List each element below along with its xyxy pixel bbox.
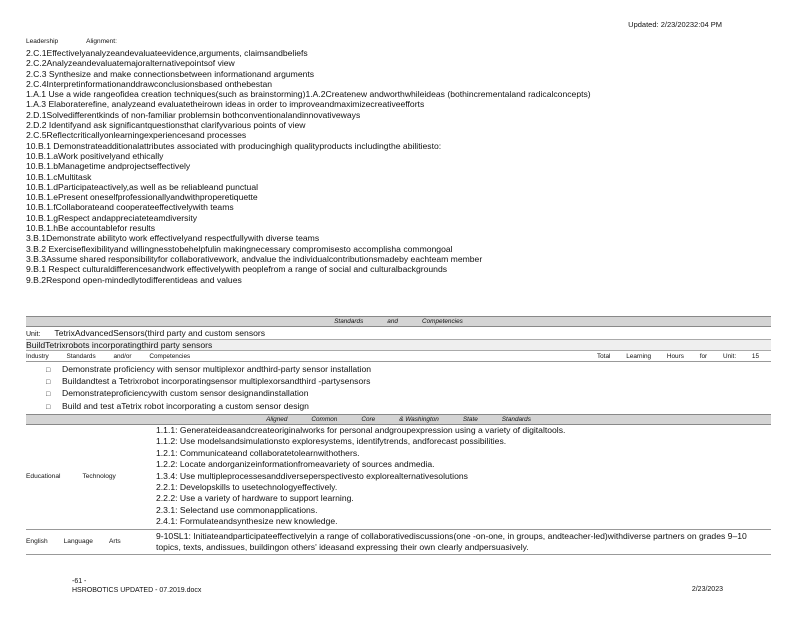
bar-standards: Standards <box>334 318 364 325</box>
page-number: -61 - <box>72 578 87 585</box>
alignment-item: 2.C.3 Synthesize and make connectionsbetween informationand arguments <box>26 68 315 79</box>
ela-standard-text: 9-10SL1: Initiateandparticipateeffectivelyin a range of collaborativediscussions(one -on-one, in groups, andteacher-led)withdiverse partners on grades 9–10 topics, texts, andissues, buildingon others' ideasand expressing their own clearly andpersuasively. <box>156 531 747 552</box>
unit-label: Unit: <box>26 331 41 338</box>
footer-date: 2/23/2023 <box>691 586 723 593</box>
alignment-item: 1.A.1 Use a wide rangeofidea creation techniques(such as brainstorming)1.A.2Createnew andworthwhileideas (bothincrementaland radicalconcepts) <box>26 89 591 100</box>
bullet-icon: □ <box>46 403 51 411</box>
english-language-arts-row <box>26 530 771 555</box>
bar-and: and <box>387 318 398 325</box>
competency-list <box>46 364 371 413</box>
competency-item <box>46 376 371 388</box>
alignment-item: 10.B.1.aWork positivelyand ethically <box>26 150 164 161</box>
bar-state: State <box>462 416 478 423</box>
edtech-item: 2.2.2: Use a variety of hardware to support learning. <box>156 493 354 504</box>
leadership-alignment-list <box>26 48 591 285</box>
bullet-icon: □ <box>46 379 51 387</box>
competencies-label: Competencies <box>149 353 191 360</box>
footer-left <box>72 577 201 595</box>
alignment-item: 1.A.3 Elaboraterefine, analyzeand evaluatetheirown ideas in order to improveandmaximizecreativeefforts <box>26 99 425 110</box>
bar-competencies: Competencies <box>421 318 463 325</box>
edtech-item: 1.1.1: Generateideasandcreateoriginalworks for personal andgroupexpression using a variety of digitaltools. <box>156 425 566 435</box>
competency-item-text: Demonstrateproficiencywith custom sensor designandinstallation <box>62 388 309 399</box>
unit-hours-label: Unit: <box>722 353 737 360</box>
hours-label: Hours <box>666 353 684 360</box>
alignment-item: 9.B.1 Respect culturaldifferencesandwork effectivelywith peoplefrom a range of social and culturalbackgrounds <box>26 264 448 275</box>
edtech-label-1: Educational <box>26 473 61 480</box>
alignment-item: 2.C.1Effectivelyanalyzeandevaluateevidence,arguments, claimsandbeliefs <box>26 48 308 58</box>
alignment-item: 10.B.1.ePresent oneselfprofessionallyandwithproperetiquette <box>26 192 258 203</box>
standards-competencies-bar <box>26 316 771 327</box>
updated-timestamp: Updated: 2/23/20232:04 PM <box>628 20 722 29</box>
competency-item-text: Demonstrate proficiency with sensor multiplexor andthird-party sensor installation <box>62 364 372 374</box>
alignment-item: 10.B.1.fCollaborateand cooperateeffectivelywith teams <box>26 202 234 213</box>
edtech-label-2: Technology <box>82 473 116 480</box>
standards-label: Standards <box>66 353 96 360</box>
alignment-item: 2.C.2Analyzeandevaluatemajoralternativepointsof view <box>26 58 235 69</box>
alignment-item: 3.B.2 Exerciseflexibilityand willingnesstobehelpfulin makingnecessary compromisesto accomplisha commongoal <box>26 243 453 254</box>
industry-label: Industry <box>26 353 49 360</box>
competency-item <box>46 401 371 413</box>
leadership-alignment-heading <box>26 38 117 45</box>
bar-washington: & Washington <box>399 416 439 423</box>
edtech-item: 1.1.2: Use modelsandsimulationsto exploresystems, identifytrends, andforecast possibilities. <box>156 436 507 447</box>
edtech-item: 2.4.1: Formulateandsynthesize new knowledge. <box>156 516 338 527</box>
bullet-icon: □ <box>46 391 51 399</box>
edtech-item: 1.2.2: Locate andorganizeinformationfromeavariety of sources andmedia. <box>156 459 435 470</box>
total-label: Total <box>596 353 611 360</box>
hours-value: 15 <box>751 353 759 360</box>
unit-line <box>26 328 265 338</box>
for-label: for <box>699 353 708 360</box>
edtech-standards-list <box>156 425 565 528</box>
alignment-item: 10.B.1.gRespect andappreciateteamdiversity <box>26 212 198 223</box>
industry-standards-row <box>26 352 771 362</box>
alignment-item: 10.B.1.bManagetime andprojectseffectively <box>26 161 191 172</box>
aligned-standards-bar <box>26 414 771 425</box>
file-name: HSROBOTICS UPDATED - 07.2019.docx <box>72 587 202 594</box>
educational-technology-row <box>26 425 771 530</box>
edtech-item: 1.3.4: Use multipleprocessesanddiverseperspectivesto explorealternativesolutions <box>156 470 468 481</box>
ela-label-2: Language <box>63 538 93 545</box>
bar-standards-2: Standards <box>501 416 531 423</box>
alignment-item: 10.B.1.hBe accountablefor results <box>26 223 155 234</box>
unit-build-line: BuildTetrixrobots incorporatingthird party sensors <box>26 339 771 351</box>
alignment-item: 3.B.1Demonstrate abilityto work effectivelyand respectfullywith diverse teams <box>26 233 320 244</box>
competency-item <box>46 364 371 376</box>
bar-core: Core <box>361 416 376 423</box>
alignment-item: 2.D.2 Identifyand ask significantquestionsthat clarifyvarious points of view <box>26 120 306 131</box>
alignment-item: 10.B.1.dParticipateactively,as well as be reliableand punctual <box>26 181 259 192</box>
edtech-item: 2.3.1: Selectand use commonapplications. <box>156 504 318 515</box>
edtech-item: 2.2.1: Developskills to usetechnologyeffectively. <box>156 482 338 493</box>
alignment-item: 2.C.4Interpretinformationanddrawconclusionsbased onthebestan <box>26 78 273 89</box>
unit-value: TetrixAdvancedSensors(third party and custom sensors <box>54 328 266 338</box>
alignment-item: 9.B.2Respond open-mindedlytodifferentideas and values <box>26 274 242 285</box>
bar-common: Common <box>311 416 338 423</box>
ela-label-1: English <box>26 538 48 545</box>
alignment-item: 2.C.5Reflectcriticallyonlearningexperiencesand processes <box>26 130 247 141</box>
alignment-item: 10.B.1.cMultitask <box>26 171 92 182</box>
learning-label: Learning <box>626 353 652 360</box>
ela-label <box>26 538 121 545</box>
competency-item-text: Build and test aTetrix robot incorporating a custom sensor design <box>62 400 309 411</box>
alignment-label: Alignment: <box>86 38 117 45</box>
bar-aligned: Aligned <box>266 416 288 423</box>
edtech-label <box>26 473 116 480</box>
competency-item-text: Buildandtest a Tetrixrobot incorporatingsensor multiplexorsandthird -partysensors <box>62 376 371 387</box>
alignment-item: 2.D.1Solvedifferentkinds of non-familiar problemsin bothconventionalandinnovativeways <box>26 109 361 120</box>
alignment-item: 10.B.1 Demonstrateadditionalattributes associated with producinghigh qualityproducts includingthe abilitiesto: <box>26 140 442 151</box>
andor-label: and/or <box>113 353 132 360</box>
bullet-icon: □ <box>46 367 51 374</box>
alignment-item: 3.B.3Assume shared responsibilityfor collaborativework, andvalue the individualcontributionsmadeby eachteam member <box>26 253 483 264</box>
competency-item <box>46 388 371 400</box>
edtech-item: 1.2.1: Communicateand collaboratetolearnwithothers. <box>156 447 360 458</box>
leadership-label: Leadership <box>26 38 59 45</box>
ela-label-3: Arts <box>108 538 121 545</box>
